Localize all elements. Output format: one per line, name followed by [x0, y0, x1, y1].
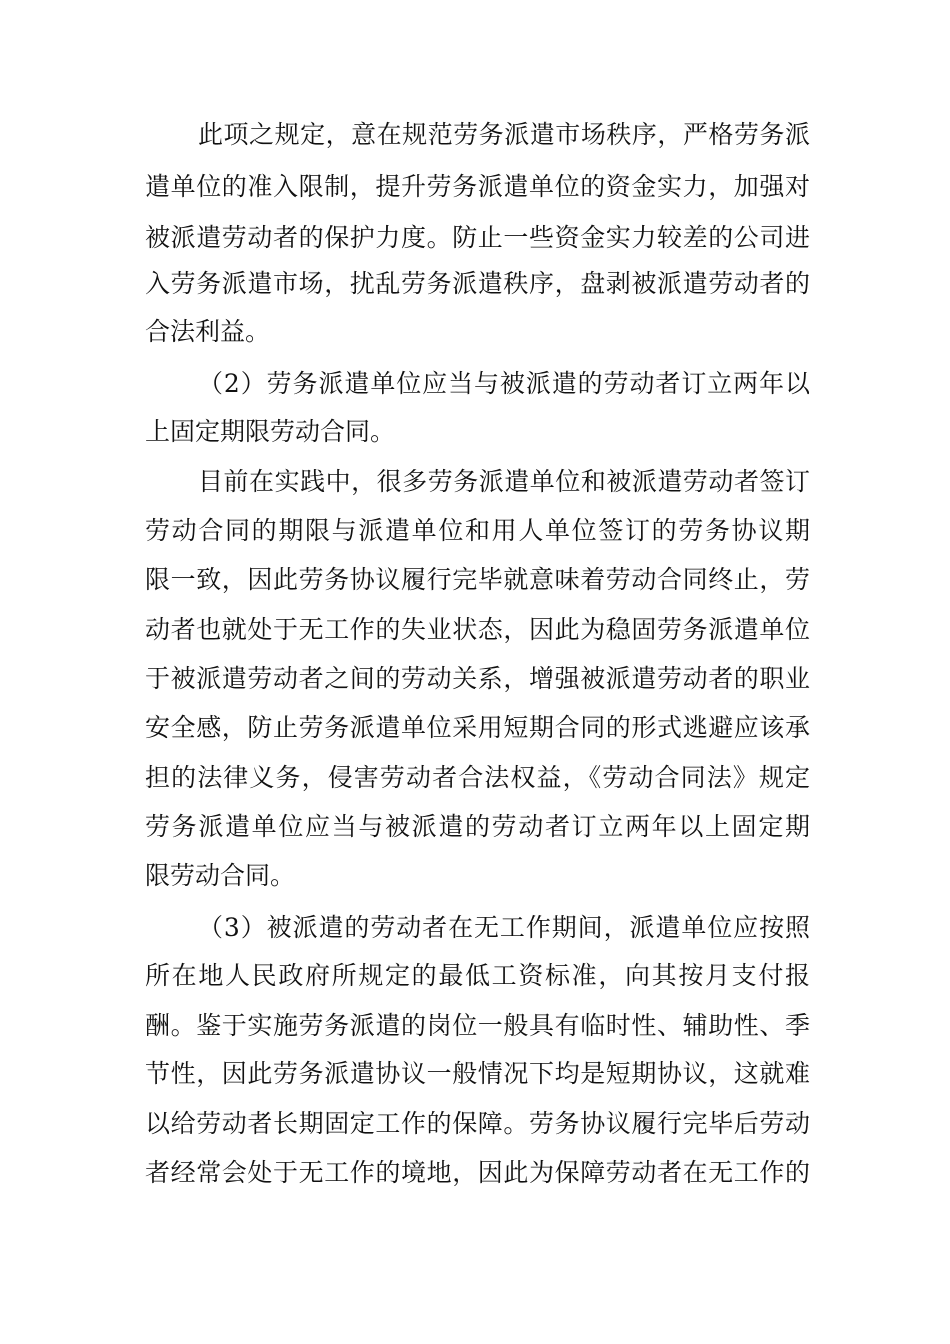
text-line: （3）被派遣的劳动者在无工作期间，派遣单位应按照 [198, 913, 810, 942]
text-line: （2）劳务派遣单位应当与被派遣的劳动者订立两年以 [198, 369, 810, 398]
text-line: 上固定期限劳动合同。 [145, 417, 396, 446]
text-line: 安全感，防止劳务派遣单位采用短期合同的形式逃避应该承 [145, 713, 810, 742]
text-line: 被派遣劳动者的保护力度。防止一些资金实力较差的公司进 [145, 223, 810, 252]
text-line: 动者也就处于无工作的失业状态，因此为稳固劳务派遣单位 [145, 615, 810, 644]
text-line: 限一致，因此劳务协议履行完毕就意味着劳动合同终止，劳 [145, 565, 810, 594]
text-line: 酬。鉴于实施劳务派遣的岗位一般具有临时性、辅助性、季 [145, 1011, 810, 1040]
text-line: 劳务派遣单位应当与被派遣的劳动者订立两年以上固定期 [145, 812, 810, 841]
text-line: 以给劳动者长期固定工作的保障。劳务协议履行完毕后劳动 [145, 1109, 810, 1138]
text-line: 所在地人民政府所规定的最低工资标准，向其按月支付报 [145, 961, 810, 990]
text-line: 限劳动合同。 [145, 861, 296, 890]
text-line: 目前在实践中，很多劳务派遣单位和被派遣劳动者签订 [198, 467, 810, 496]
text-line: 节性，因此劳务派遣协议一般情况下均是短期协议，这就难 [145, 1059, 810, 1088]
text-line: 遣单位的准入限制，提升劳务派遣单位的资金实力，加强对 [145, 172, 810, 201]
text-line: 者经常会处于无工作的境地，因此为保障劳动者在无工作的 [145, 1158, 810, 1187]
text-line: 此项之规定，意在规范劳务派遣市场秩序，严格劳务派 [198, 120, 810, 149]
text-line: 于被派遣劳动者之间的劳动关系，增强被派遣劳动者的职业 [145, 664, 810, 693]
text-line: 入劳务派遣市场，扰乱劳务派遣秩序，盘剥被派遣劳动者的 [145, 269, 810, 298]
text-line: 劳动合同的期限与派遣单位和用人单位签订的劳务协议期 [145, 516, 810, 545]
text-line: 担的法律义务，侵害劳动者合法权益，《劳动合同法》规定 [145, 763, 810, 792]
text-line: 合法利益。 [145, 317, 271, 346]
